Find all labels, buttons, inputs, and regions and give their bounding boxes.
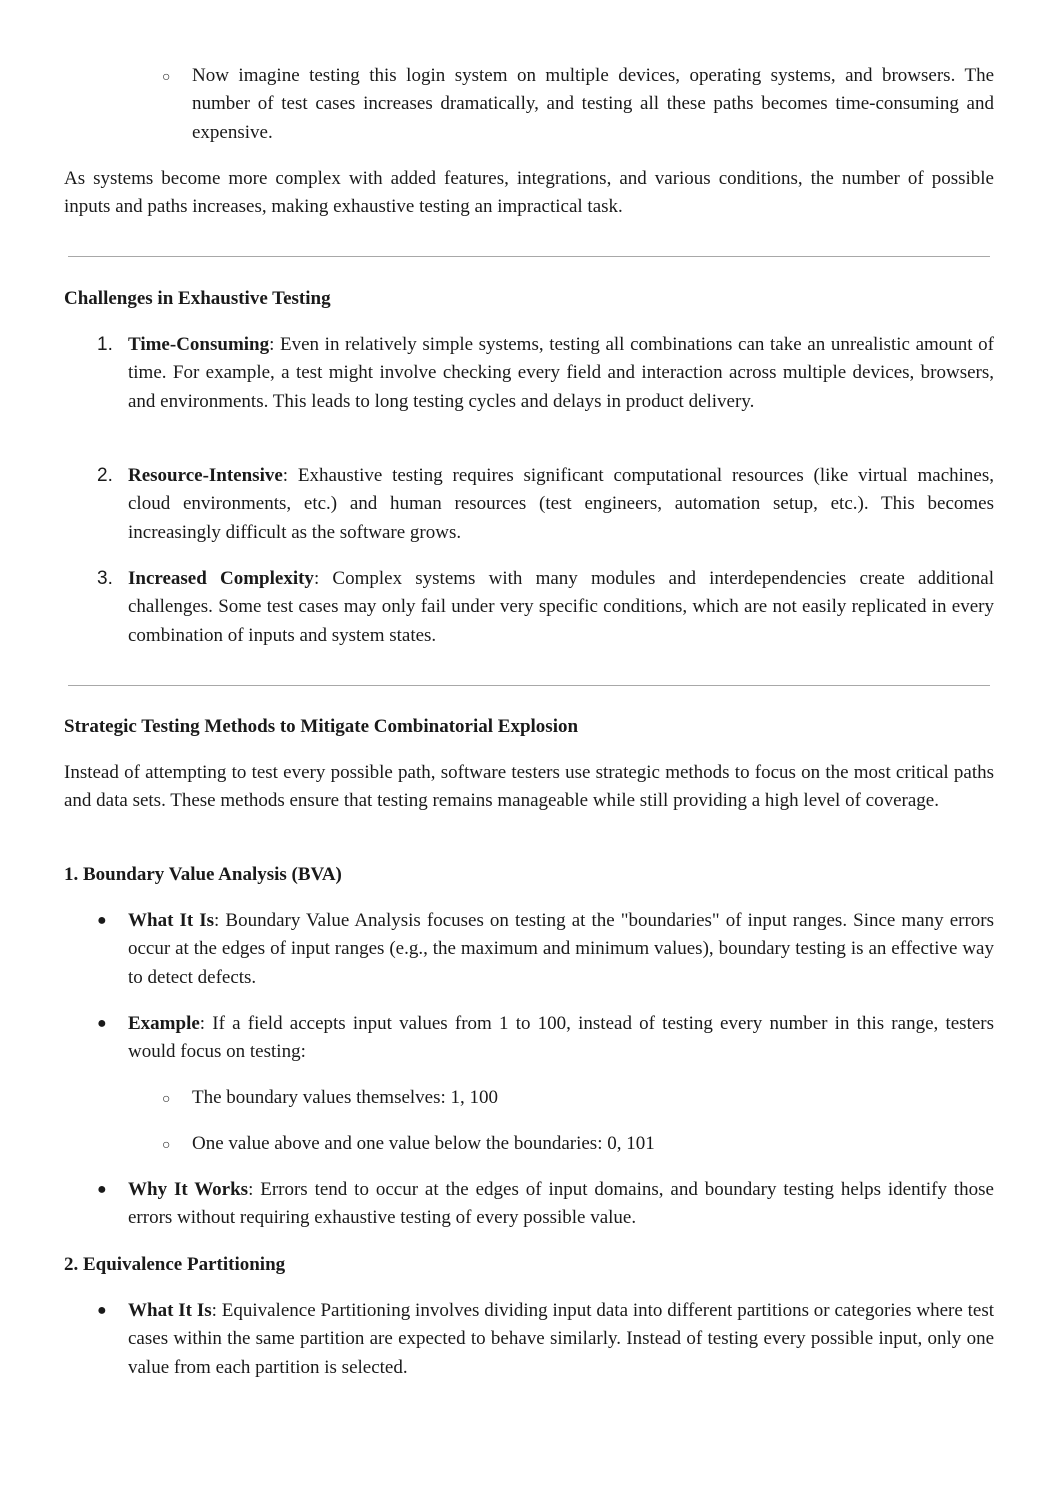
intro-paragraph: As systems become more complex with added features, integrations, and various conditions, the number of possible inputs and paths increases, making exhaustive testing an impractical task.: [64, 168, 994, 218]
bva-subitem: One value above and one value below the boundaries: 0, 101: [192, 1133, 655, 1154]
section-heading-challenges: Challenges in Exhaustive Testing: [64, 288, 331, 309]
bullet-dot: ●: [97, 1015, 107, 1032]
list-number: 3.: [97, 568, 113, 589]
horizontal-divider: [68, 685, 990, 686]
item-title: Resource-Intensive: [128, 465, 283, 486]
challenge-item-increased-complexity: [128, 565, 994, 650]
item-text: : Even in relatively simple systems, testing all combinations can take an unrealistic amount of time. For example, a test might involve checking every field and interaction across multiple devices, browsers, and environments. This leads to long testing cycles and delays in product delivery.: [128, 334, 994, 412]
item-text: : Exhaustive testing requires significant computational resources (like virtual machines, cloud environments, etc.) and human resources (test engineers, automation setup, etc.). This becomes increasingly difficult as the software grows.: [128, 465, 994, 543]
subsection-heading-bva: 1. Boundary Value Analysis (BVA): [64, 864, 342, 885]
list-number: 1.: [97, 334, 113, 355]
hollow-circle-bullet: ○: [162, 1092, 171, 1107]
hollow-circle-bullet: ○: [162, 70, 171, 85]
hollow-circle-bullet: ○: [162, 1138, 171, 1153]
item-title: Increased Complexity: [128, 568, 314, 589]
challenge-item-resource-intensive: [128, 462, 994, 547]
section-heading-strategic: Strategic Testing Methods to Mitigate Combinatorial Explosion: [64, 716, 579, 737]
subsection-heading-equivalence: 2. Equivalence Partitioning: [64, 1254, 286, 1275]
bva-why-it-works: [128, 1176, 994, 1233]
item-title: What It Is: [128, 1300, 212, 1321]
challenge-item-time-consuming: [128, 331, 994, 416]
bva-what-it-is: [128, 907, 994, 992]
bullet-dot: ●: [97, 1181, 107, 1198]
item-text: : Complex systems with many modules and interdependencies create additional challenges. Some test cases may only fail under very specific conditions, which are not easily replicated in every combination of inputs and system states.: [128, 568, 994, 646]
item-title: Why It Works: [128, 1179, 249, 1200]
bva-subitem: The boundary values themselves: 1, 100: [192, 1087, 499, 1108]
item-text: : If a field accepts input values from 1 to 100, instead of testing every number in this range, testers would focus on testing:: [128, 1013, 994, 1063]
bullet-dot: ●: [97, 912, 107, 929]
item-title: Example: [128, 1013, 200, 1034]
item-text: : Boundary Value Analysis focuses on testing at the "boundaries" of input ranges. Since many errors occur at the edges of input ranges (e.g., the maximum and minimum values), boundary testing is an effective way to detect defects.: [128, 910, 995, 988]
item-text: : Equivalence Partitioning involves dividing input data into different partitions or categories where test cases within the same partition are expected to behave similarly. Instead of testing every possible input, only one value from each partition is selected.: [128, 1300, 994, 1378]
intro-subitem: Now imagine testing this login system on multiple devices, operating systems, and browsers. The number of test cases increases dramatically, and testing all these paths becomes time-consuming and expensive.: [192, 65, 994, 143]
horizontal-divider: [68, 256, 990, 257]
list-number: 2.: [97, 465, 113, 486]
item-text: : Errors tend to occur at the edges of input domains, and boundary testing helps identify those errors without requiring exhaustive testing of every possible value.: [128, 1179, 994, 1229]
strategic-paragraph: Instead of attempting to test every possible path, software testers use strategic methods to focus on the most critical paths and data sets. These methods ensure that testing remains manageable while still providing a high level of coverage.: [64, 762, 994, 812]
item-title: Time-Consuming: [128, 334, 270, 355]
item-title: What It Is: [128, 910, 215, 931]
bva-example: [128, 1010, 994, 1067]
ep-what-it-is: [128, 1297, 994, 1382]
bullet-dot: ●: [97, 1302, 107, 1319]
